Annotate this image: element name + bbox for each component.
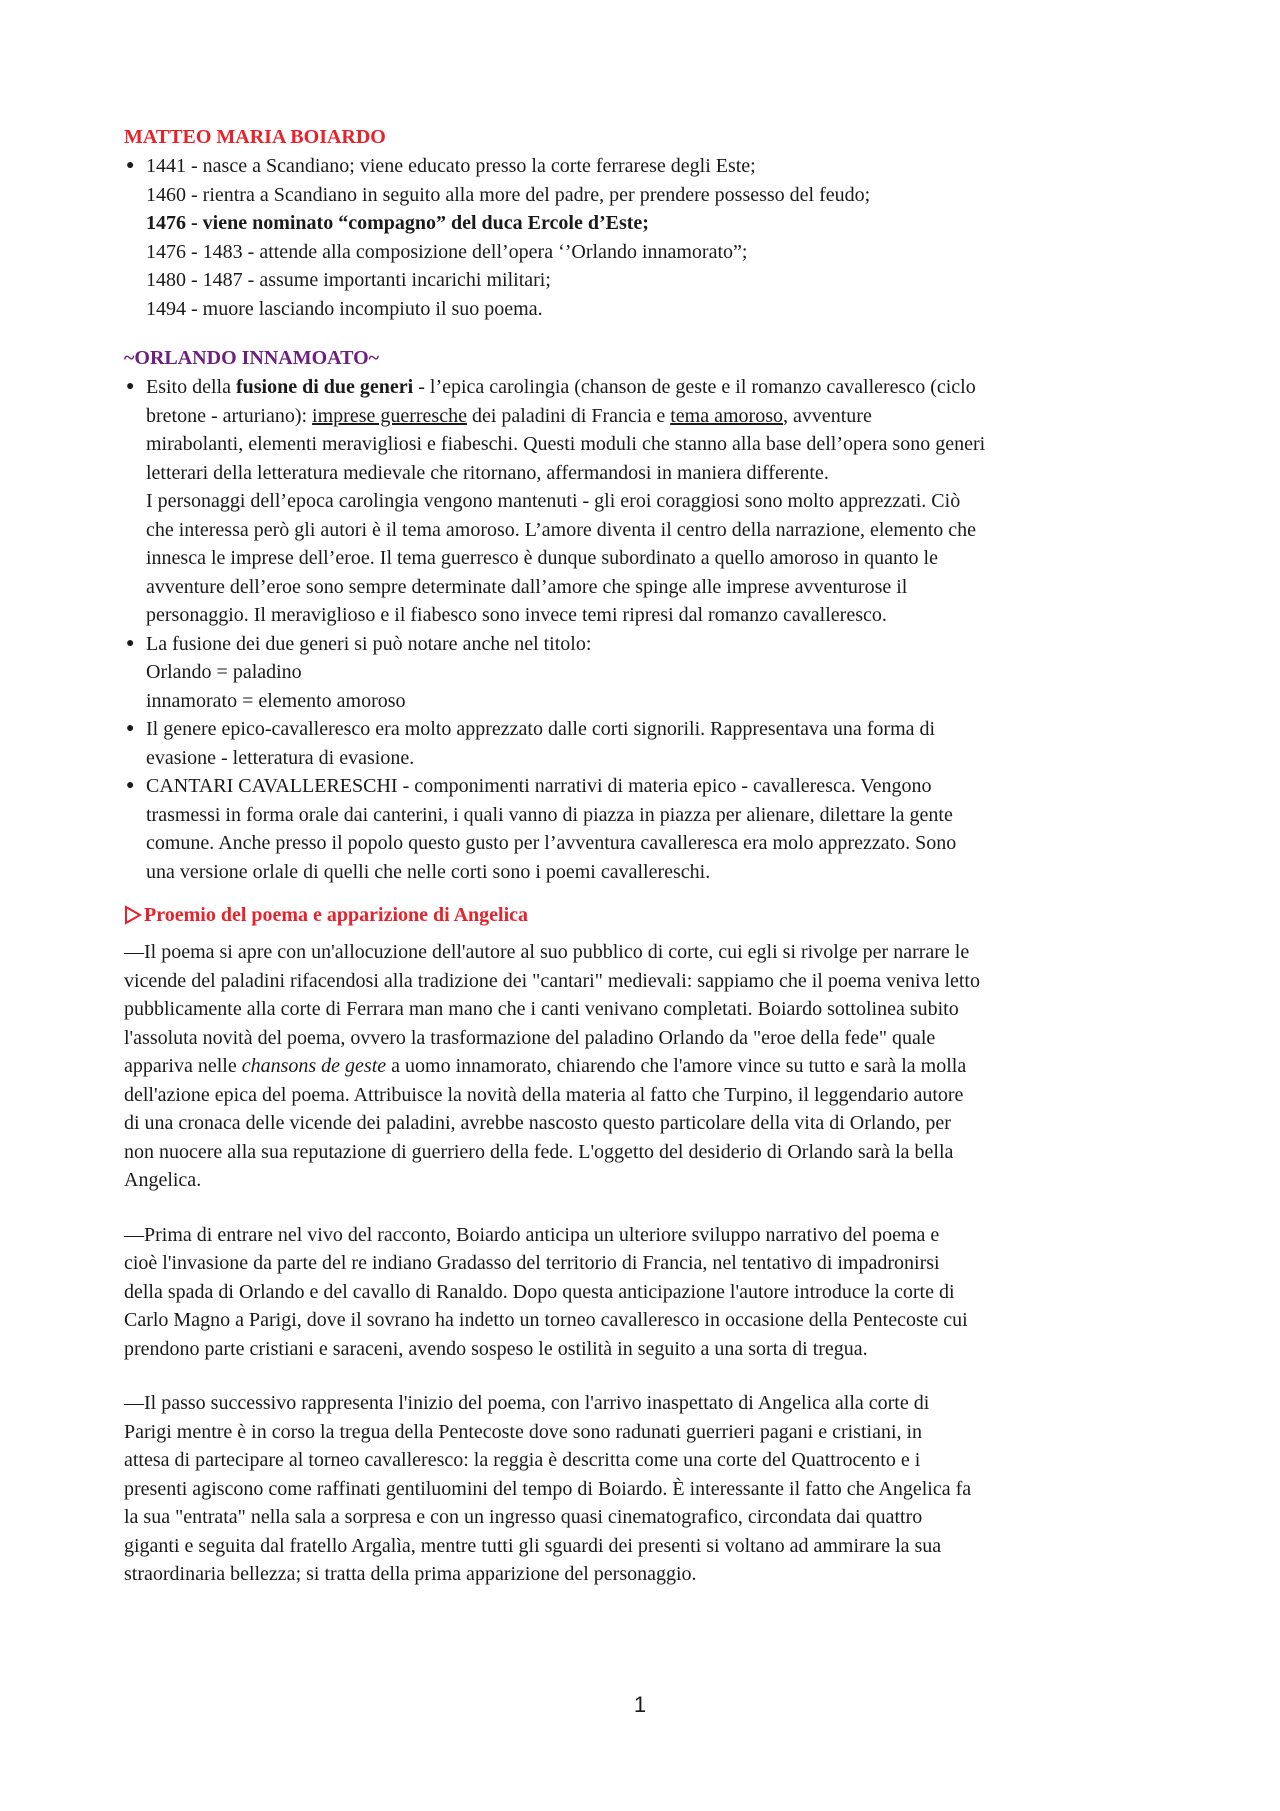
page-number: 1 <box>633 1692 647 1717</box>
text-line: giganti e seguita dal fratello Argalìa, mentre tutti gli sguardi dei presenti si voltano ad ammirare la sua <box>124 1534 942 1557</box>
section-title-boiardo: MATTEO MARIA BOIARDO <box>124 126 386 148</box>
text-line: letterari della letteratura medievale che ritornano, affermandosi in maniera differente. <box>146 461 829 484</box>
paragraph-proemio <box>124 938 1164 1195</box>
section-title-proemio <box>124 900 1164 930</box>
bullet-dot-icon: ● <box>126 778 135 793</box>
bullet-genere <box>124 715 1164 772</box>
timeline-item: 1460 - rientra a Scandiano in seguito alla more del padre, per prendere possesso del feudo; <box>146 183 871 206</box>
timeline-item: 1480 - 1487 - assume importanti incarichi militari; <box>146 269 551 291</box>
text-line: la sua "entrata" nella sala a sorpresa e con un ingresso quasi cinematografico, circondata dai quattro <box>124 1506 923 1528</box>
text-line: —Il passo successivo rappresenta l'inizio del poema, con l'arrivo inaspettato di Angelica alla corte di <box>124 1392 930 1414</box>
bullet-cantari <box>124 772 1164 886</box>
text-line: innamorato = elemento amoroso <box>146 689 406 712</box>
document-body <box>124 122 1164 1589</box>
bullet-fusione <box>124 373 1164 630</box>
underlined-text: tema amoroso <box>670 404 783 427</box>
text: Esito della <box>146 376 236 398</box>
text: - l’epica carolingia (chanson de geste e il romanzo cavalleresco (ciclo <box>413 376 976 398</box>
bullet-timeline <box>124 152 1164 323</box>
text: , avventure <box>782 404 872 427</box>
text-line: comune. Anche presso il popolo questo gusto per l’avventura cavalleresca era molo apprezzato. Sono <box>146 832 957 854</box>
bullet-titolo <box>124 630 1164 716</box>
text-line: innesca le imprese dell’eroe. Il tema guerresco è dunque subordinato a quello amoroso in quanto le <box>146 547 938 569</box>
text: a uomo innamorato, chiarendo che l'amore vince su tutto e sarà la molla <box>386 1055 967 1077</box>
text: bretone - arturiano): <box>146 404 313 427</box>
timeline-item: 1494 - muore lasciando incompiuto il suo poema. <box>146 297 543 320</box>
text-line: mirabolanti, elementi meravigliosi e fiabeschi. Questi moduli che stanno alla base dell’opera sono generi <box>146 433 986 455</box>
text-line: La fusione dei due generi si può notare anche nel titolo: <box>146 632 592 655</box>
text-line: l'assoluta novità del poema, ovvero la trasformazione del paladino Orlando da "eroe della fede" quale <box>124 1026 936 1049</box>
timeline-item: 1441 - nasce a Scandiano; viene educato presso la corte ferrarese degli Este; <box>146 155 756 177</box>
text-line: Parigi mentre è in corso la tregua della Pentecoste dove sono radunati guerrieri pagani e cristiani, in <box>124 1420 923 1443</box>
paragraph-angelica <box>124 1389 1164 1589</box>
bullet-dot-icon: ● <box>126 158 135 173</box>
text: appariva nelle <box>124 1055 242 1077</box>
text-line: di una cronaca delle vicende dei paladini, avrebbe nascosto questo particolare della vita di Orlando, per <box>124 1112 951 1134</box>
text-line: —Il poema si apre con un'allocuzione dell'autore al suo pubblico di corte, cui egli si rivolge per narrare le <box>124 941 970 963</box>
text-line: CANTARI CAVALLERESCHI - componimenti narrativi di materia epico - cavalleresca. Vengono <box>146 775 932 797</box>
text: dei paladini di Francia e <box>466 404 671 427</box>
text-line: evasione - letteratura di evasione. <box>146 746 415 769</box>
bullet-dot-icon: ● <box>126 379 135 394</box>
text-line: personaggio. Il meraviglioso e il fiabesco sono invece temi ripresi dal romanzo cavalleresco. <box>146 604 887 626</box>
timeline-item: 1476 - 1483 - attende alla composizione dell’opera ‘’Orlando innamorato”; <box>146 240 748 263</box>
italic-text: chansons de geste <box>241 1055 387 1077</box>
triangle-right-outline-icon <box>124 905 142 925</box>
text-line: Carlo Magno a Parigi, dove il sovrano ha indetto un torneo cavalleresco in occasione della Pentecoste cui <box>124 1309 968 1331</box>
section-title-orlando: ~ORLANDO INNAMOATO~ <box>124 347 380 369</box>
text-line: Orlando = paladino <box>146 661 302 683</box>
text-line: I personaggi dell’epoca carolingia vengono mantenuti - gli eroi coraggiosi sono molto apprezzati. Ciò <box>146 490 961 512</box>
text-line: straordinaria bellezza; si tratta della prima apparizione del personaggio. <box>124 1563 697 1585</box>
text-line: Angelica. <box>124 1169 202 1191</box>
text-line: cioè l'invasione da parte del re indiano Gradasso del territorio di Francia, nel tentativo di impadronirsi <box>124 1252 940 1274</box>
text-line: prendono parte cristiani e saraceni, avendo sospeso le ostilità in seguito a una sorta di tregua. <box>124 1337 868 1360</box>
text-line: —Prima di entrare nel vivo del racconto, Boiardo anticipa un ulteriore sviluppo narrativo del poema e <box>124 1223 940 1246</box>
text-line: vicende del paladini rifacendosi alla tradizione dei "cantari" medievali: sappiamo che il poema veniva letto <box>124 969 980 992</box>
text-line: presenti agiscono come raffinati gentiluomini del tempo di Boiardo. È interessante il fatto che Angelica fa <box>124 1477 972 1500</box>
bold-text: fusione di due generi <box>235 376 414 398</box>
paragraph-gradasso <box>124 1221 1164 1364</box>
bullet-dot-icon: ● <box>126 721 135 736</box>
text-line: non nuocere alla sua reputazione di guerriero della fede. L'oggetto del desiderio di Orlando sarà la bella <box>124 1140 954 1163</box>
bullet-dot-icon: ● <box>126 635 135 651</box>
timeline-item: 1476 - viene nominato “compagno” del duca Ercole d’Este; <box>146 212 649 234</box>
text-line: trasmessi in forma orale dai canterini, i quali vanno di piazza in piazza per alienare, dilettare la gente <box>146 803 953 826</box>
text-line: attesa di partecipare al torneo cavalleresco: la reggia è descritta come una corte del Quattrocento e i <box>124 1449 921 1471</box>
text-line: dell'azione epica del poema. Attribuisce la novità della materia al fatto che Turpino, il leggendario autore <box>124 1083 964 1106</box>
text-line: pubblicamente alla corte di Ferrara man mano che i canti venivano completati. Boiardo sottolinea subito <box>124 998 959 1020</box>
text-line: Il genere epico-cavalleresco era molto apprezzato dalle corti signorili. Rappresentava una forma di <box>146 718 936 740</box>
text-line: una versione orlale di quelli che nelle corti sono i poemi cavallereschi. <box>146 860 711 883</box>
text-line: avventure dell’eroe sono sempre determinate dall’amore che spinge alle imprese avventurose il <box>146 575 908 598</box>
text-line: della spada di Orlando e del cavallo di Ranaldo. Dopo questa anticipazione l'autore introduce la corte di <box>124 1280 955 1303</box>
text-line: che interessa però gli autori è il tema amoroso. L’amore diventa il centro della narrazione, elemento che <box>146 518 977 541</box>
section-title-text: Proemio del poema e apparizione di Angelica <box>144 904 529 926</box>
underlined-text: imprese guerresche <box>312 404 467 427</box>
